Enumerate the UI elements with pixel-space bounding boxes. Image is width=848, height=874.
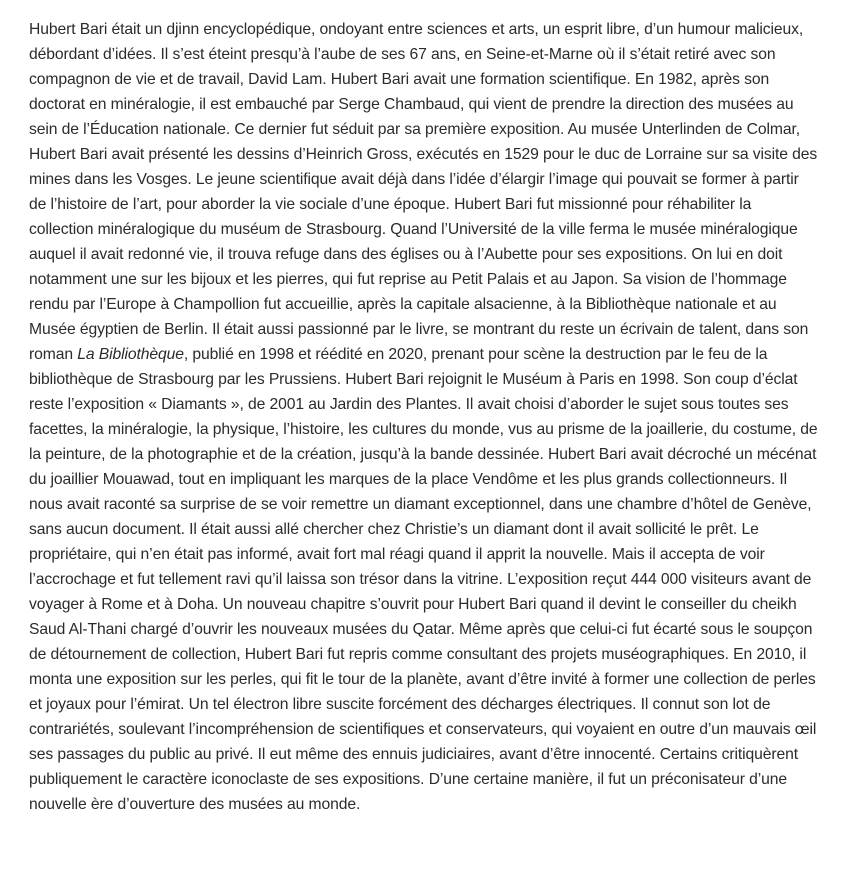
article-text-part2: , publié en 1998 et réédité en 2020, prenant pour scène la destruction par le feu de la bibliothèque de Strasbourg par les Prussiens. Hubert Bari rejoignit le Muséum à Paris en 1998. Son coup d’éclat reste l’exposition « Diamants », de 2001 au Jardin des Plantes. Il avait choisi d’aborder le sujet sous toutes ses facettes, la minéralogie, la physique, l’histoire, les cultures du monde, vus au prisme de la joaillerie, du costume, de la peinture, de la photographie et de la création, jusqu’à la bande dessinée. Hubert Bari avait décroché un mécénat du joaillier Mouawad, tout en impliquant les marques de la place Vendôme et les plus grands collectionneurs. Il nous avait raconté sa surprise de se voir remettre un diamant exceptionnel, dans une chambre d’hôtel de Genève, sans aucun document. Il était aussi allé chercher chez Christie’s un diamant dont il avait sollicité le prêt. Le propriétaire, qui n’en était pas informé, avait fort mal réagi quand il apprit la nouvelle. Mais il accepta de voir l’accrochage et fut tellement ravi qu’il laissa son trésor dans la vitrine. L’exposition reçut 444 000 visiteurs avant de voyager à Rome et à Doha. Un nouveau chapitre s’ouvrit pour Hubert Bari quand il devint le conseiller du cheikh Saud Al-Thani chargé d’ouvrir les nouveaux musées du Qatar. Même après que celui-ci fut écarté sous le soupçon de détournement de collection, Hubert Bari fut repris comme consultant des projets muséographiques. En 2010, il monta une exposition sur les perles, qui fit le tour de la planète, avant d’être invité à former une collection de perles et joyaux pour l’émirat. Un tel électron libre suscite forcément des décharges électriques. Il connut son lot de contrariétés, soulevant l’incompréhension de scientifiques et conservateurs, qui voyaient en outre d’un mauvais œil ses passages du public au privé. Il eut même des ennuis judiciaires, avant d’être innocenté. Certains critiquèrent publiquement le caractère iconoclaste de ses expositions. D’une certaine manière, il fut un préconisateur d’une nouvelle ère d’ouverture des musées au monde.: [29, 346, 818, 813]
article-body: [29, 17, 819, 817]
article-paragraph: [29, 17, 819, 817]
book-title: La Bibliothèque: [77, 346, 184, 363]
article-text-part1: Hubert Bari était un djinn encyclopédique, ondoyant entre sciences et arts, un esprit libre, d’un humour malicieux, débordant d’idées. Il s’est éteint presqu’à l’aube de ses 67 ans, en Seine-et-Marne où il s’était retiré avec son compagnon de vie et de travail, David Lam. Hubert Bari avait une formation scientifique. En 1982, après son doctorat en minéralogie, il est embauché par Serge Chambaud, qui vient de prendre la direction des musées au sein de l’Éducation nationale. Ce dernier fut séduit par sa première exposition. Au musée Unterlinden de Colmar, Hubert Bari avait présenté les dessins d’Heinrich Gross, exécutés en 1529 pour le duc de Lorraine sur sa visite des mines dans les Vosges. Le jeune scientifique avait déjà dans l’idée d’élargir l’image qui pouvait se former à partir de l’histoire de l’art, pour aborder la vie sociale d’une époque. Hubert Bari fut missionné pour réhabiliter la collection minéralogique du muséum de Strasbourg. Quand l’Université de la ville ferma le musée minéralogique auquel il avait redonné vie, il trouva refuge dans des églises ou à l’Aubette pour ses expositions. On lui en doit notamment une sur les bijoux et les pierres, qui fut reprise au Petit Palais et au Japon. Sa vision de l’hommage rendu par l’Europe à Champollion fut accueillie, après la capitale alsacienne, à la Bibliothèque nationale et au Musée égyptien de Berlin. Il était aussi passionné par le livre, se montrant du reste un écrivain de talent, dans son roman: [29, 21, 818, 363]
